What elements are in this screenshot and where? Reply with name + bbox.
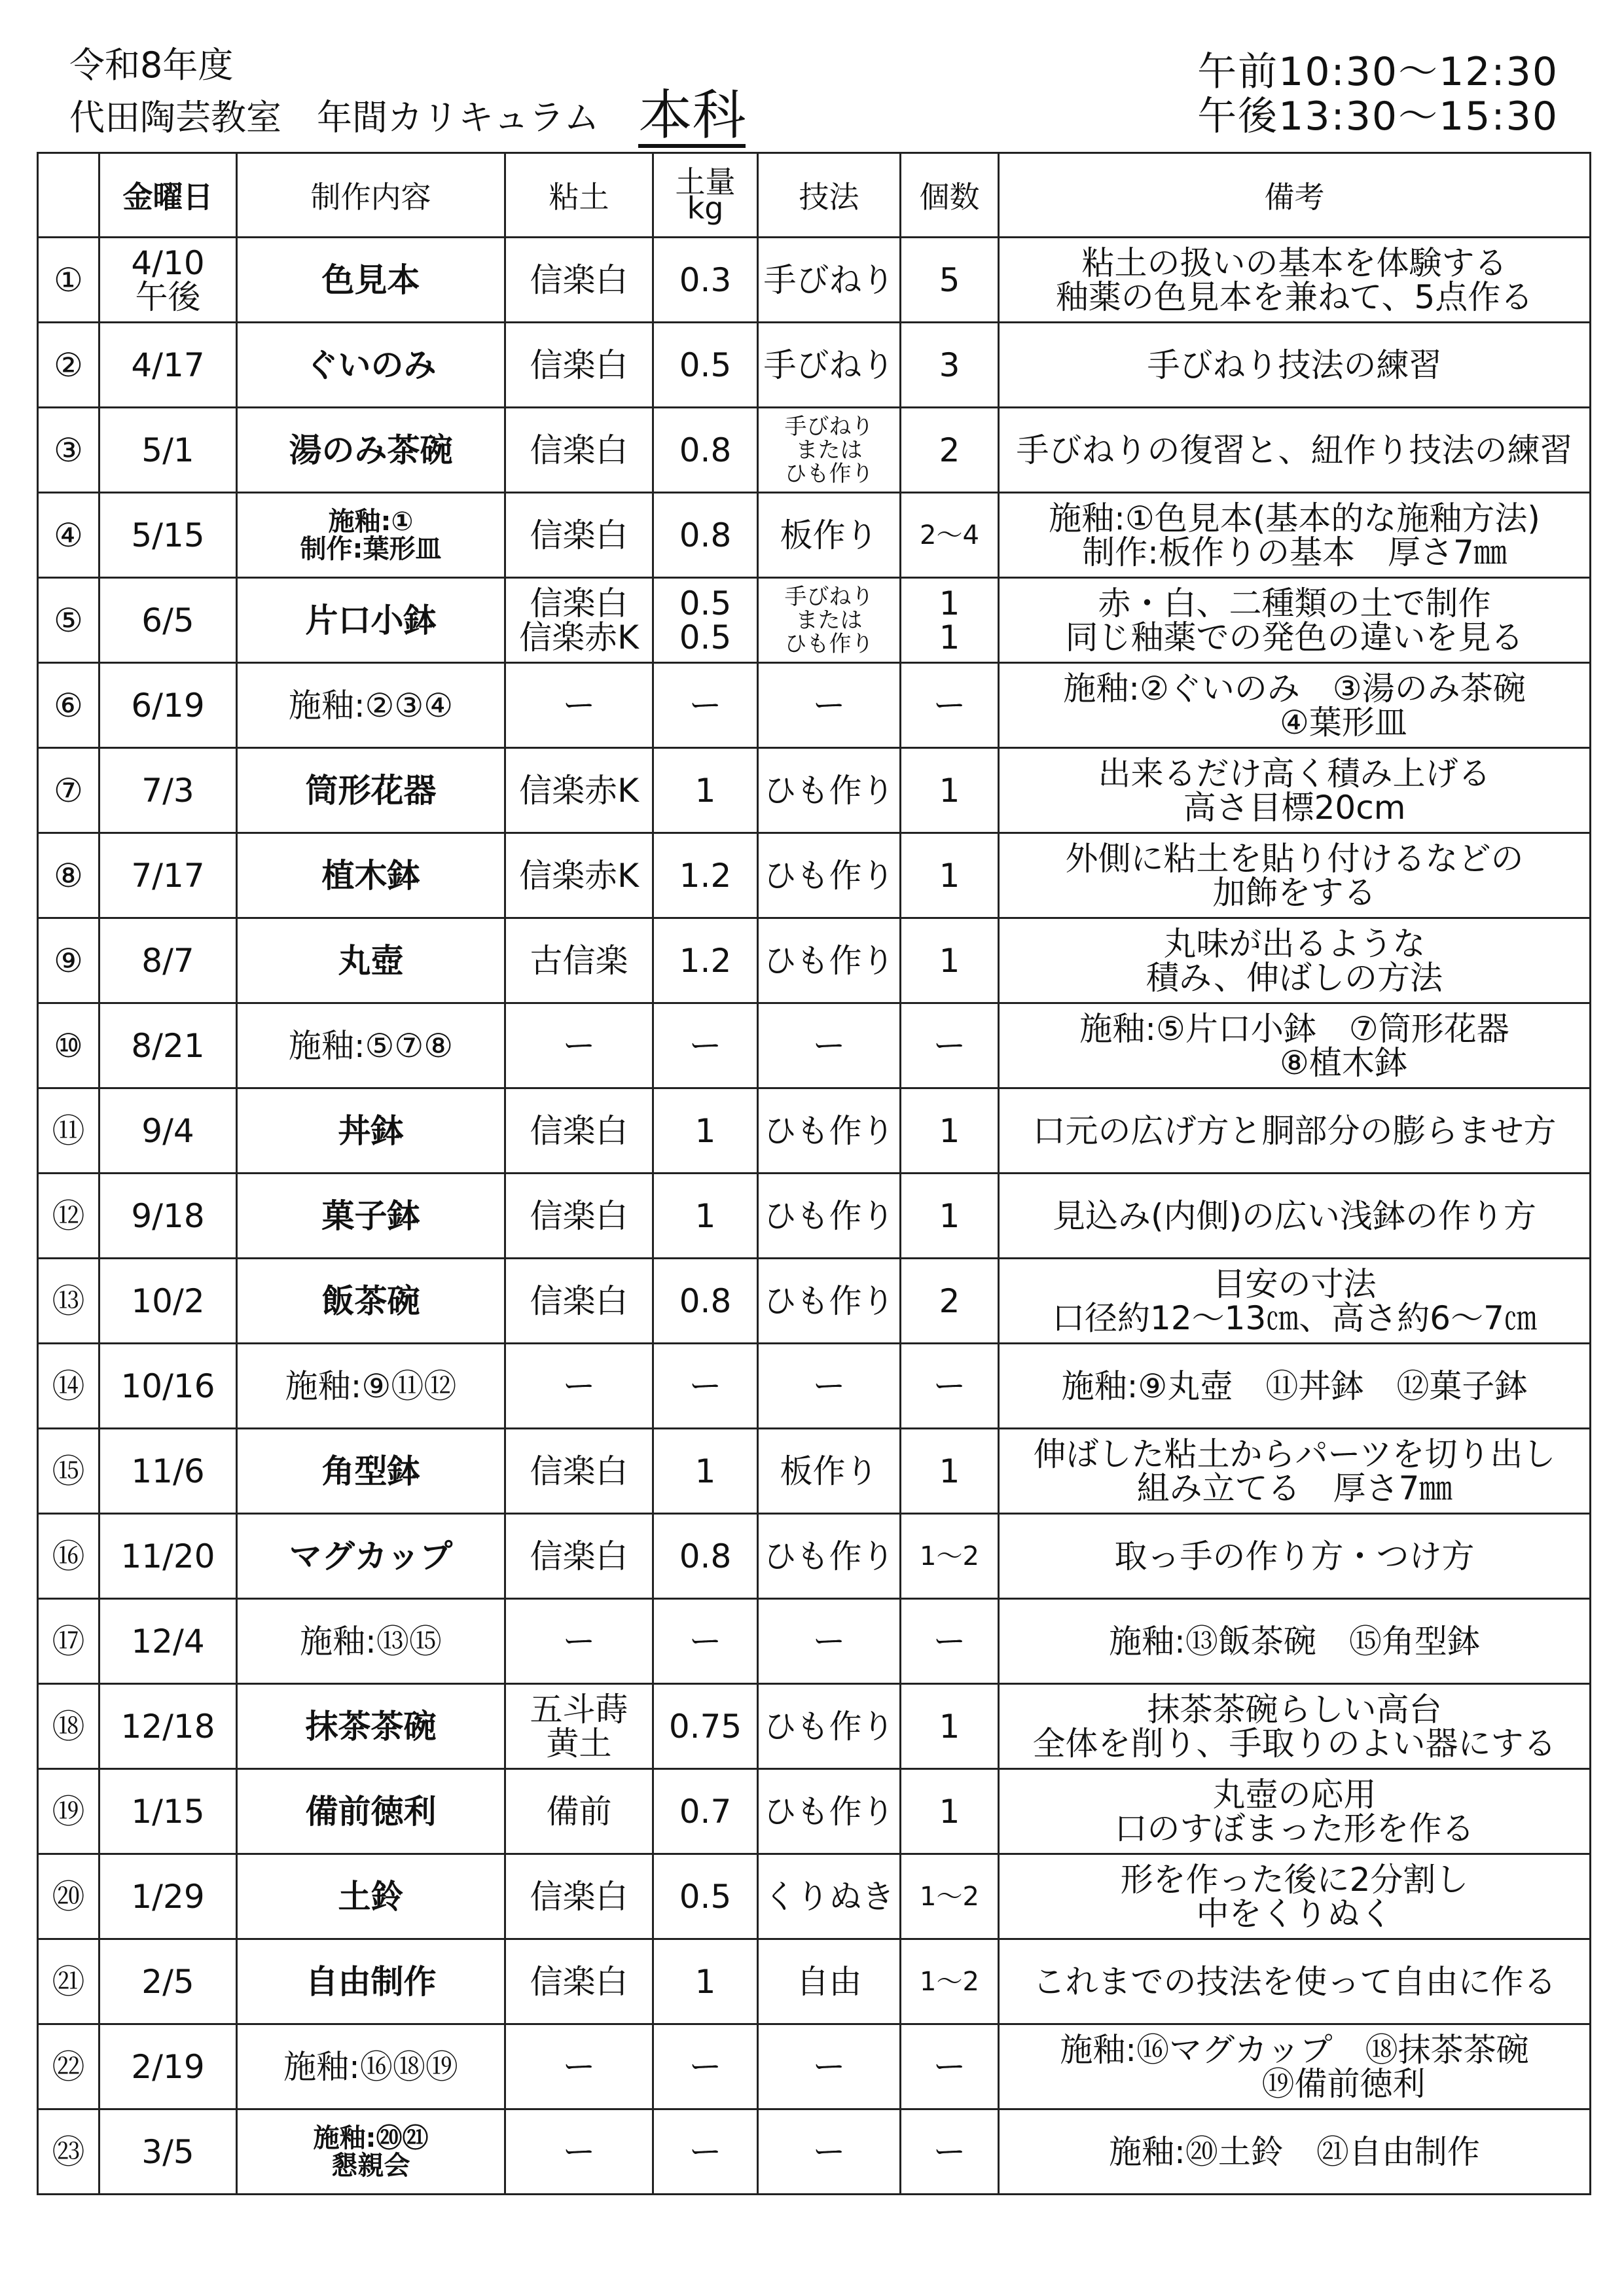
lesson-number: ⑲ (38, 1769, 99, 1854)
remarks: 施釉:②ぐいのみ ③湯のみ茶碗 ④葉形皿 (999, 663, 1591, 748)
lesson-date: 11/6 (99, 1429, 237, 1514)
table-row (38, 1259, 1591, 1344)
remarks: 丸壺の応用 口のすぼまった形を作る (999, 1769, 1591, 1854)
time-afternoon: 午後13:30〜15:30 (1197, 94, 1559, 139)
lesson-content: 丸壺 (237, 918, 505, 1003)
lesson-content: 角型鉢 (237, 1429, 505, 1514)
technique: ー (758, 1003, 901, 1088)
lesson-number: ⑪ (38, 1088, 99, 1174)
lesson-number: ㉓ (38, 2109, 99, 2195)
clay-type: ー (505, 663, 653, 748)
time-morning: 午前10:30〜12:30 (1197, 49, 1559, 95)
technique: ー (758, 1599, 901, 1684)
clay-type: 信楽白 (505, 408, 653, 493)
lesson-number: ⑨ (38, 918, 99, 1003)
clay-type: ー (505, 1344, 653, 1429)
table-row (38, 1344, 1591, 1429)
lesson-date: 5/1 (99, 408, 237, 493)
table-row (38, 1003, 1591, 1088)
table-row (38, 748, 1591, 833)
clay-type: ー (505, 1599, 653, 1684)
piece-count: 1〜2 (901, 1939, 999, 2024)
technique: ひも作り (758, 1259, 901, 1344)
lesson-number: ⑤ (38, 578, 99, 663)
clay-amount: 1 (653, 1174, 758, 1259)
clay-amount: 0.8 (653, 1514, 758, 1599)
lesson-date: 10/16 (99, 1344, 237, 1429)
remarks: 粘土の扱いの基本を体験する 釉薬の色見本を兼ねて、5点作る (999, 238, 1591, 323)
clay-type: 信楽白 信楽赤K (505, 578, 653, 663)
table-row (38, 238, 1591, 323)
piece-count: 1 (901, 833, 999, 918)
clay-amount: ー (653, 2024, 758, 2109)
col-header-count: 個数 (901, 153, 999, 238)
remarks: これまでの技法を使って自由に作る (999, 1939, 1591, 2024)
table-row (38, 1854, 1591, 1939)
col-header-notes: 備考 (999, 153, 1591, 238)
remarks: 見込み(内側)の広い浅鉢の作り方 (999, 1174, 1591, 1259)
technique: 自由 (758, 1939, 901, 2024)
technique: ひも作り (758, 918, 901, 1003)
clay-type: ー (505, 1003, 653, 1088)
lesson-content: 湯のみ茶碗 (237, 408, 505, 493)
piece-count: ー (901, 1344, 999, 1429)
technique: ー (758, 2109, 901, 2195)
piece-count: ー (901, 1599, 999, 1684)
document-header (69, 43, 746, 148)
lesson-content: 備前徳利 (237, 1769, 505, 1854)
clay-amount: 0.5 0.5 (653, 578, 758, 663)
lesson-date: 12/18 (99, 1684, 237, 1769)
lesson-number: ㉒ (38, 2024, 99, 2109)
clay-amount: ー (653, 1003, 758, 1088)
lesson-date: 9/18 (99, 1174, 237, 1259)
clay-type: 信楽白 (505, 1429, 653, 1514)
clay-amount: ー (653, 2109, 758, 2195)
table-header-row (38, 153, 1591, 238)
lesson-content: 土鈴 (237, 1854, 505, 1939)
col-header-amount: 土量 kg (653, 153, 758, 238)
clay-type: 信楽白 (505, 493, 653, 578)
lesson-number: ⑳ (38, 1854, 99, 1939)
document-title: 代田陶芸教室 年間カリキュラム (69, 97, 600, 138)
lesson-content: 抹茶茶碗 (237, 1684, 505, 1769)
remarks: 伸ばした粘土からパーツを切り出し 組み立てる 厚さ7㎜ (999, 1429, 1591, 1514)
lesson-content: 筒形花器 (237, 748, 505, 833)
remarks: 口元の広げ方と胴部分の膨らませ方 (999, 1088, 1591, 1174)
lesson-content: 施釉:⑤⑦⑧ (237, 1003, 505, 1088)
lesson-content: ぐいのみ (237, 323, 505, 408)
lesson-number: ② (38, 323, 99, 408)
clay-type: 信楽白 (505, 1514, 653, 1599)
col-header-date: 金曜日 (99, 153, 237, 238)
remarks: 目安の寸法 口径約12〜13㎝、高さ約6〜7㎝ (999, 1259, 1591, 1344)
piece-count: 1 (901, 1174, 999, 1259)
clay-amount: 1 (653, 748, 758, 833)
lesson-content: 施釉:⑨⑪⑫ (237, 1344, 505, 1429)
lesson-number: ⑰ (38, 1599, 99, 1684)
remarks: 施釉:①色見本(基本的な施釉方法) 制作:板作りの基本 厚さ7㎜ (999, 493, 1591, 578)
clay-type: 信楽赤K (505, 833, 653, 918)
lesson-number: ⑦ (38, 748, 99, 833)
lesson-content: 施釉:②③④ (237, 663, 505, 748)
table-row (38, 918, 1591, 1003)
technique: ひも作り (758, 1769, 901, 1854)
remarks: 手びねり技法の練習 (999, 323, 1591, 408)
clay-type: 古信楽 (505, 918, 653, 1003)
clay-amount: 0.5 (653, 1854, 758, 1939)
clay-type: 五斗蒔 黄土 (505, 1684, 653, 1769)
table-row (38, 1429, 1591, 1514)
clay-amount: 1 (653, 1429, 758, 1514)
remarks: 施釉:⑯マグカップ ⑱抹茶茶碗 ⑲備前徳利 (999, 2024, 1591, 2109)
clay-amount: 1.2 (653, 833, 758, 918)
clay-amount: 0.8 (653, 493, 758, 578)
piece-count: 5 (901, 238, 999, 323)
clay-amount: 0.8 (653, 408, 758, 493)
lesson-date: 12/4 (99, 1599, 237, 1684)
lesson-content: 自由制作 (237, 1939, 505, 2024)
table-body (38, 238, 1591, 2195)
technique: ひも作り (758, 748, 901, 833)
clay-type: 信楽白 (505, 1088, 653, 1174)
lesson-date: 1/29 (99, 1854, 237, 1939)
remarks: 出来るだけ高く積み上げる 高さ目標20cm (999, 748, 1591, 833)
col-header-no (38, 153, 99, 238)
clay-amount: ー (653, 1344, 758, 1429)
technique: 板作り (758, 1429, 901, 1514)
piece-count: ー (901, 1003, 999, 1088)
lesson-number: ㉑ (38, 1939, 99, 2024)
clay-amount: 0.3 (653, 238, 758, 323)
technique: 手びねり または ひも作り (758, 578, 901, 663)
remarks: 施釉:⑤片口小鉢 ⑦筒形花器 ⑧植木鉢 (999, 1003, 1591, 1088)
curriculum-table (37, 152, 1591, 2195)
table-row (38, 408, 1591, 493)
lesson-number: ⑬ (38, 1259, 99, 1344)
remarks: 手びねりの復習と、紐作り技法の練習 (999, 408, 1591, 493)
table-row (38, 1684, 1591, 1769)
lesson-number: ⑮ (38, 1429, 99, 1514)
lesson-date: 8/21 (99, 1003, 237, 1088)
table-row (38, 1174, 1591, 1259)
technique: ー (758, 663, 901, 748)
lesson-date: 7/3 (99, 748, 237, 833)
clay-type: 信楽白 (505, 323, 653, 408)
piece-count: 1 (901, 748, 999, 833)
remarks: 形を作った後に2分割し 中をくりぬく (999, 1854, 1591, 1939)
table-row (38, 1939, 1591, 2024)
piece-count: 1 (901, 1769, 999, 1854)
technique: 手びねり (758, 323, 901, 408)
table-row (38, 2109, 1591, 2195)
clay-type: 信楽白 (505, 1259, 653, 1344)
lesson-date: 7/17 (99, 833, 237, 918)
lesson-date: 1/15 (99, 1769, 237, 1854)
lesson-content: 片口小鉢 (237, 578, 505, 663)
clay-amount: 0.75 (653, 1684, 758, 1769)
clay-type: 備前 (505, 1769, 653, 1854)
piece-count: ー (901, 2109, 999, 2195)
remarks: 赤・白、二種類の土で制作 同じ釉薬での発色の違いを見る (999, 578, 1591, 663)
piece-count: 1〜2 (901, 1854, 999, 1939)
table-row (38, 323, 1591, 408)
lesson-date: 3/5 (99, 2109, 237, 2195)
lesson-content: 施釉:⑳㉑ 懇親会 (237, 2109, 505, 2195)
course-name: 本科 (638, 84, 746, 147)
lesson-date: 10/2 (99, 1259, 237, 1344)
lesson-date: 2/5 (99, 1939, 237, 2024)
table-row (38, 663, 1591, 748)
lesson-date: 5/15 (99, 493, 237, 578)
clay-amount: 0.8 (653, 1259, 758, 1344)
piece-count: 2〜4 (901, 493, 999, 578)
remarks: 丸味が出るような 積み、伸ばしの方法 (999, 918, 1591, 1003)
remarks: 外側に粘土を貼り付けるなどの 加飾をする (999, 833, 1591, 918)
technique: ひも作り (758, 1174, 901, 1259)
clay-amount: 0.5 (653, 323, 758, 408)
lesson-content: 飯茶碗 (237, 1259, 505, 1344)
piece-count: 1〜2 (901, 1514, 999, 1599)
technique: ー (758, 2024, 901, 2109)
lesson-number: ③ (38, 408, 99, 493)
table-row (38, 1514, 1591, 1599)
piece-count: ー (901, 2024, 999, 2109)
remarks: 取っ手の作り方・つけ方 (999, 1514, 1591, 1599)
lesson-date: 8/7 (99, 918, 237, 1003)
technique: くりぬき (758, 1854, 901, 1939)
lesson-number: ⑫ (38, 1174, 99, 1259)
technique: ひも作り (758, 1088, 901, 1174)
table-row (38, 1769, 1591, 1854)
piece-count: ー (901, 663, 999, 748)
technique: 板作り (758, 493, 901, 578)
lesson-content: 施釉:⑬⑮ (237, 1599, 505, 1684)
clay-amount: 0.7 (653, 1769, 758, 1854)
fiscal-year: 令和8年度 (69, 45, 234, 86)
lesson-date: 11/20 (99, 1514, 237, 1599)
piece-count: 1 (901, 1088, 999, 1174)
lesson-date: 4/10 午後 (99, 238, 237, 323)
lesson-number: ⑧ (38, 833, 99, 918)
remarks: 抹茶茶碗らしい高台 全体を削り、手取りのよい器にする (999, 1684, 1591, 1769)
col-header-technique: 技法 (758, 153, 901, 238)
clay-type: ー (505, 2024, 653, 2109)
lesson-number: ⑱ (38, 1684, 99, 1769)
lesson-content: 施釉:① 制作:葉形皿 (237, 493, 505, 578)
lesson-content: マグカップ (237, 1514, 505, 1599)
col-header-clay: 粘土 (505, 153, 653, 238)
col-header-content: 制作内容 (237, 153, 505, 238)
lesson-content: 色見本 (237, 238, 505, 323)
remarks: 施釉:⑨丸壺 ⑪丼鉢 ⑫菓子鉢 (999, 1344, 1591, 1429)
lesson-date: 9/4 (99, 1088, 237, 1174)
clay-amount: 1 (653, 1088, 758, 1174)
clay-type: 信楽白 (505, 1174, 653, 1259)
piece-count: 2 (901, 1259, 999, 1344)
lesson-date: 2/19 (99, 2024, 237, 2109)
lesson-number: ⑩ (38, 1003, 99, 1088)
lesson-content: 菓子鉢 (237, 1174, 505, 1259)
lesson-number: ⑯ (38, 1514, 99, 1599)
technique: ー (758, 1344, 901, 1429)
lesson-date: 4/17 (99, 323, 237, 408)
lesson-date: 6/19 (99, 663, 237, 748)
piece-count: 2 (901, 408, 999, 493)
technique: ひも作り (758, 833, 901, 918)
lesson-number: ④ (38, 493, 99, 578)
lesson-content: 丼鉢 (237, 1088, 505, 1174)
piece-count: 1 (901, 1684, 999, 1769)
lesson-number: ① (38, 238, 99, 323)
remarks: 施釉:⑬飯茶碗 ⑮角型鉢 (999, 1599, 1591, 1684)
lesson-number: ⑭ (38, 1344, 99, 1429)
clay-type: 信楽白 (505, 1939, 653, 2024)
clay-type: 信楽赤K (505, 748, 653, 833)
remarks: 施釉:⑳土鈴 ㉑自由制作 (999, 2109, 1591, 2195)
clay-type: 信楽白 (505, 238, 653, 323)
table-row (38, 1088, 1591, 1174)
clay-amount: ー (653, 1599, 758, 1684)
piece-count: 3 (901, 323, 999, 408)
title-line (69, 84, 746, 148)
clay-amount: ー (653, 663, 758, 748)
clay-type: ー (505, 2109, 653, 2195)
clay-type: 信楽白 (505, 1854, 653, 1939)
lesson-content: 植木鉢 (237, 833, 505, 918)
table-row (38, 578, 1591, 663)
table-row (38, 2024, 1591, 2109)
table-row (38, 1599, 1591, 1684)
piece-count: 1 (901, 918, 999, 1003)
clay-amount: 1 (653, 1939, 758, 2024)
technique: 手びねり (758, 238, 901, 323)
piece-count: 1 (901, 1429, 999, 1514)
technique: 手びねり または ひも作り (758, 408, 901, 493)
technique: ひも作り (758, 1684, 901, 1769)
lesson-number: ⑥ (38, 663, 99, 748)
piece-count: 1 1 (901, 578, 999, 663)
lesson-date: 6/5 (99, 578, 237, 663)
table-row (38, 493, 1591, 578)
lesson-content: 施釉:⑯⑱⑲ (237, 2024, 505, 2109)
clay-amount: 1.2 (653, 918, 758, 1003)
table-row (38, 833, 1591, 918)
technique: ひも作り (758, 1514, 901, 1599)
class-times (1197, 50, 1559, 139)
